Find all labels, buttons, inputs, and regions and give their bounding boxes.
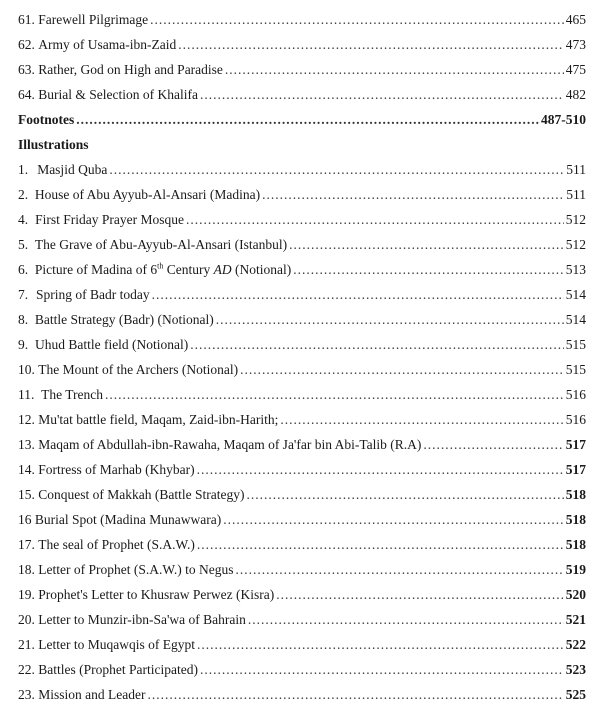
leader-dots [223, 512, 564, 528]
entry-title: Farewell Pilgrimage [38, 12, 149, 27]
entry-page: 518 [565, 537, 586, 552]
toc-entry [18, 487, 586, 503]
leader-dots [248, 612, 564, 628]
entry-number: 16 [18, 512, 32, 527]
entry-number: 22. [18, 662, 35, 677]
toc-entry [18, 187, 586, 203]
entry-number: 19. [18, 587, 35, 602]
entry-number: 9. [18, 337, 29, 352]
toc-entry [18, 312, 586, 328]
entry-title: The seal of Prophet (S.A.W.) [38, 537, 195, 552]
entry-title: Battles (Prophet Participated) [38, 662, 198, 677]
entry-title: Rather, God on High and Paradise [38, 62, 223, 77]
entry-page: 514 [565, 312, 586, 327]
entry-number: 11. [18, 387, 35, 402]
entry-number: 14. [18, 462, 35, 477]
entry-title: First Friday Prayer Mosque [35, 212, 184, 227]
leader-dots [423, 437, 563, 453]
entry-number: 4. [18, 212, 29, 227]
leader-dots [197, 462, 564, 478]
entry-number: 10. [18, 362, 35, 377]
toc-entry [18, 537, 586, 553]
entry-title-part: (Notional) [231, 262, 292, 277]
toc-entry [18, 287, 586, 303]
entry-title: Footnotes [18, 112, 75, 127]
entry-title: Maqam of Abdullah-ibn-Rawaha, Maqam of Ja'far bin Abi-Talib (R.A) [38, 437, 422, 452]
entry-title: The Mount of the Archers (Notional) [38, 362, 239, 377]
entry-title: Army of Usama-ibn-Zaid [38, 37, 177, 52]
toc-entry [18, 637, 586, 653]
entry-page: 514 [565, 287, 586, 302]
entry-title: Conquest of Makkah (Battle Strategy) [38, 487, 245, 502]
leader-dots [289, 237, 564, 253]
entry-page: 516 [565, 412, 586, 427]
entry-title: Mu'tat battle field, Maqam, Zaid-ibn-Harith; [38, 412, 279, 427]
entry-title: Spring of Badr today [36, 287, 150, 302]
entry-page: 515 [565, 362, 586, 377]
entry-title-part: Century [163, 262, 214, 277]
entry-number: 17. [18, 537, 35, 552]
entry-number: 62. [18, 37, 35, 52]
toc-entry [18, 362, 586, 378]
entry-page: 517 [565, 437, 586, 452]
leader-dots [200, 662, 564, 678]
leader-dots [197, 637, 564, 653]
toc-entry [18, 437, 586, 453]
leader-dots [200, 87, 564, 103]
leader-dots [76, 112, 539, 128]
toc-entry [18, 462, 586, 478]
entry-page: 515 [565, 337, 586, 352]
entry-number: 6. [18, 262, 29, 277]
entry-page: 519 [565, 562, 586, 577]
entry-title: Burial Spot (Madina Munawwara) [34, 512, 222, 527]
toc-entry [18, 687, 586, 703]
entry-page: 525 [565, 687, 586, 702]
entry-title: House of Abu Ayyub-Al-Ansari (Madina) [34, 187, 261, 202]
entry-page: 513 [565, 262, 586, 277]
entry-title: Fortress of Marhab (Khybar) [38, 462, 195, 477]
entry-title: The Trench [41, 387, 103, 402]
leader-dots [178, 37, 564, 53]
entry-number: 15. [18, 487, 35, 502]
entry-number: 61. [18, 12, 35, 27]
leader-dots [197, 537, 564, 553]
entry-page: 522 [565, 637, 586, 652]
entry-number: 7. [18, 287, 29, 302]
entry-number: 12. [18, 412, 35, 427]
leader-dots [150, 12, 564, 28]
toc-entry [18, 612, 586, 628]
leader-dots [225, 62, 564, 78]
section-heading: Illustrations [18, 137, 89, 152]
leader-dots [246, 487, 563, 503]
entry-page: 511 [566, 187, 586, 202]
entry-number: 13. [18, 437, 35, 452]
leader-dots [293, 262, 564, 278]
entry-title-part: Picture of Madina of 6 [34, 262, 158, 277]
entry-page: 517 [565, 462, 586, 477]
toc-entry [18, 512, 586, 528]
entry-number: 5. [18, 237, 29, 252]
entry-title: Mission and Leader [38, 687, 146, 702]
entry-page: 523 [565, 662, 586, 677]
entry-page: 520 [565, 587, 586, 602]
entry-page: 475 [565, 62, 586, 77]
toc-entry [18, 237, 586, 253]
toc-entry [18, 162, 586, 178]
toc-entry [18, 587, 586, 603]
ordinal-suffix: th [157, 261, 164, 271]
toc-entry [18, 562, 586, 578]
entry-page: 465 [565, 12, 586, 27]
leader-dots [105, 387, 564, 403]
leader-dots [280, 412, 563, 428]
entry-title-italic: AD [213, 262, 232, 277]
toc-entry [18, 412, 586, 428]
entry-title: Letter to Munzir-ibn-Sa'wa of Bahrain [38, 612, 246, 627]
entry-page: 512 [565, 237, 586, 252]
toc-entry [18, 387, 586, 403]
entry-number: 8. [18, 312, 29, 327]
entry-number: 1. [18, 162, 29, 177]
leader-dots [109, 162, 564, 178]
toc-entry [18, 337, 586, 353]
entry-title: Prophet's Letter to Khusraw Perwez (Kisra) [38, 587, 275, 602]
toc-entry [18, 262, 586, 278]
entry-page: 473 [565, 37, 586, 52]
entry-title: Burial & Selection of Khalifa [38, 87, 198, 102]
entry-page: 482 [565, 87, 586, 102]
entry-page: 521 [565, 612, 586, 627]
entry-number: 23. [18, 687, 35, 702]
entry-title: Letter of Prophet (S.A.W.) to Negus [38, 562, 234, 577]
leader-dots [235, 562, 563, 578]
entry-title [35, 262, 291, 278]
entry-number: 21. [18, 637, 35, 652]
toc-entry [18, 87, 586, 103]
entry-number: 18. [18, 562, 35, 577]
leader-dots [190, 337, 563, 353]
leader-dots [262, 187, 564, 203]
entry-number: 20. [18, 612, 35, 627]
entry-title: Battle Strategy (Badr) (Notional) [34, 312, 214, 327]
entry-number: 2. [18, 187, 29, 202]
toc-entry [18, 662, 586, 678]
toc-entry [18, 37, 586, 53]
entry-title: Masjid Quba [37, 162, 108, 177]
entry-title: Letter to Muqawqis of Egypt [38, 637, 195, 652]
leader-dots [152, 287, 564, 303]
entry-page: 511 [566, 162, 586, 177]
entry-title: Uhud Battle field (Notional) [34, 337, 189, 352]
leader-dots [186, 212, 564, 228]
entry-page: 487-510 [541, 112, 586, 127]
entry-title: The Grave of Abu-Ayyub-Al-Ansari (Istanbul) [34, 237, 288, 252]
toc-entry [18, 212, 586, 228]
leader-dots [276, 587, 564, 603]
toc-entry-footnotes [18, 112, 586, 128]
leader-dots [240, 362, 564, 378]
entry-page: 518 [565, 487, 586, 502]
toc-entry [18, 62, 586, 78]
leader-dots [147, 687, 563, 703]
entry-number: 63. [18, 62, 35, 77]
toc-entry [18, 12, 586, 28]
entry-page: 512 [565, 212, 586, 227]
entry-page: 518 [565, 512, 586, 527]
leader-dots [216, 312, 564, 328]
entry-number: 64. [18, 87, 35, 102]
entry-page: 516 [565, 387, 586, 402]
